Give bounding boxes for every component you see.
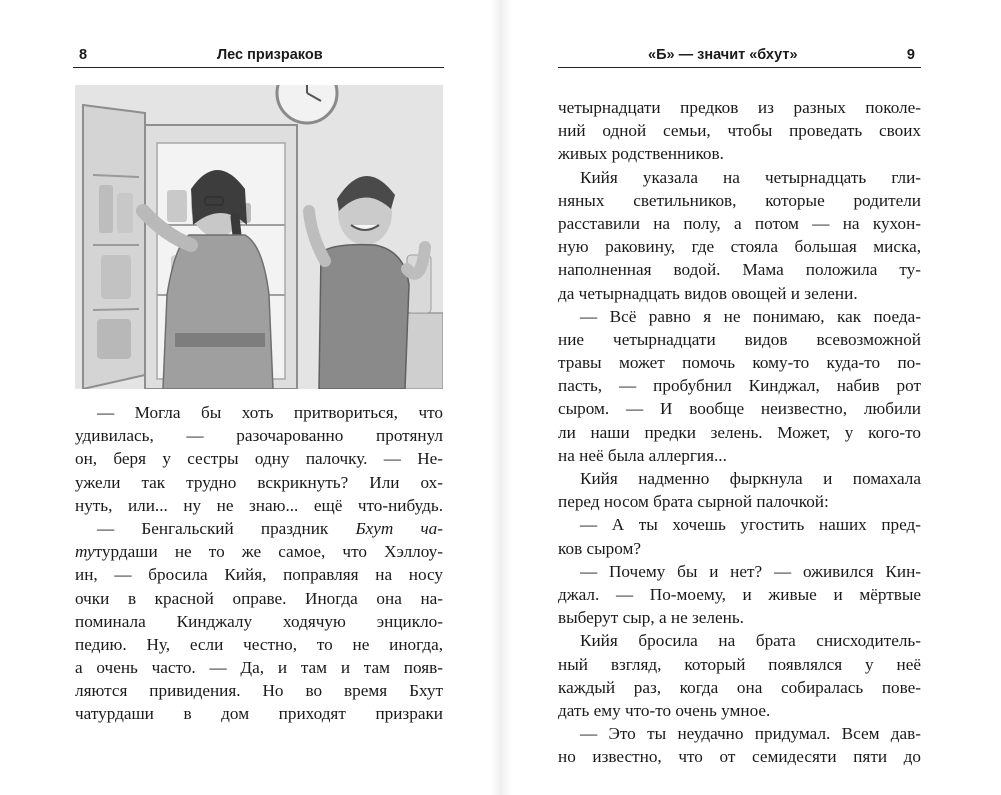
text-line: — Почему бы и нет? — оживился Кин- xyxy=(580,561,921,581)
left-header-rule xyxy=(73,67,444,69)
text-line: ков сыром? xyxy=(558,538,642,558)
text-line: Кийя надменно фыркнула и помахала xyxy=(580,469,921,488)
left-running-title: Лес призраков xyxy=(217,47,323,63)
text-line: ин, — бросила Кийя, поправляя на носу xyxy=(75,565,443,585)
kitchen-refrigerator-scene-illustration xyxy=(75,85,443,389)
text-line: — А ты хочешь угостить наших пред- xyxy=(580,515,921,535)
text-fragment: турдаши не то же самое, что Хэллоу- xyxy=(94,542,443,562)
text-line: нуть, или... ну не знаю... ещё что-нибудь. xyxy=(75,495,443,515)
text-line: ли наши предки зелень. Может, у кого-то xyxy=(558,422,921,442)
text-line: каждый раз, когда она собиралась пове- xyxy=(558,677,921,697)
text-line: пасть, — пробубнил Кинджал, набив рот xyxy=(558,376,921,396)
text-line: чатурдаши в дом приходят призраки xyxy=(75,704,443,724)
text-line: живых родственников. xyxy=(558,144,724,164)
text-line: но известно, что от семидесяти пяти до xyxy=(558,747,921,767)
text-line: удивилась, — разочарованно протянул xyxy=(75,426,443,446)
text-line: — Всё равно я не понимаю, как поеда- xyxy=(580,306,921,326)
text-line-with-italic xyxy=(75,517,443,540)
text-line: а очень часто. — Да, и там и там появ- xyxy=(75,658,443,678)
text-line: — Могла бы хоть притвориться, что xyxy=(97,403,443,422)
text-line: няных светильников, которые родители xyxy=(558,190,921,210)
text-line xyxy=(75,540,443,563)
text-line: очки в красной оправе. Иногда она на- xyxy=(75,588,443,608)
italic-term: Бхут ча- xyxy=(355,518,443,538)
text-line: выберут сыр, а не зелень. xyxy=(558,608,744,628)
right-page xyxy=(500,0,1001,795)
text-line: педию. Ну, если честно, то не иногда, xyxy=(75,634,443,654)
right-running-header xyxy=(558,44,921,68)
right-running-title: «Б» — значит «бхут» xyxy=(648,47,798,63)
text-line: да четырнадцать видов овощей и зелени. xyxy=(558,283,858,303)
text-line: — Это ты неудачно придумал. Всем дав- xyxy=(580,724,921,744)
left-page xyxy=(0,0,500,795)
italic-term-continuation: ту xyxy=(75,542,95,562)
text-line: он, беря у сестры одну палочку. — Не- xyxy=(75,449,443,469)
left-page-number: 8 xyxy=(79,47,88,63)
text-line: ную раковину, где стояла большая миска, xyxy=(558,237,921,257)
right-page-number: 9 xyxy=(906,47,915,63)
left-page-body-text xyxy=(75,401,443,726)
right-header-rule xyxy=(558,67,921,69)
text-line: ный взгляд, который появлялся у неё xyxy=(558,654,921,674)
text-line: перед носом брата сырной палочкой: xyxy=(558,492,829,512)
text-line: ний одной семьи, чтобы проведать своих xyxy=(558,121,921,141)
text-line: на неё была аллергия... xyxy=(558,445,727,465)
text-line: сыром. — И вообще неизвестно, любили xyxy=(558,399,921,419)
text-line: травы может помочь кому-то куда-то по- xyxy=(558,353,921,373)
text-line: ужели так трудно вскрикнуть? Или ох- xyxy=(75,472,443,492)
text-line: джал. — По-моему, и живые и мёртвые xyxy=(558,584,921,604)
text-line: ляются привидения. Но во время Бхут xyxy=(75,681,443,701)
text-line: поминала Кинджалу ходячую энцикло- xyxy=(75,611,443,631)
right-page-body-text xyxy=(558,96,921,768)
text-line: Кийя бросила на брата снисходитель- xyxy=(580,631,921,651)
left-running-header xyxy=(73,44,444,68)
text-line: четырнадцати предков из разных поколе- xyxy=(558,98,921,117)
text-line: расставили на полу, а потом — на кухон- xyxy=(558,213,921,233)
text-line: ние четырнадцати видов всевозможной xyxy=(558,329,921,349)
text-line: дать ему что-то очень умное. xyxy=(558,700,771,720)
text-line: наполненная водой. Мама положила ту- xyxy=(558,260,921,280)
text-fragment: — Бенгальский праздник xyxy=(97,518,356,538)
text-line: Кийя указала на четырнадцать гли- xyxy=(580,167,921,187)
